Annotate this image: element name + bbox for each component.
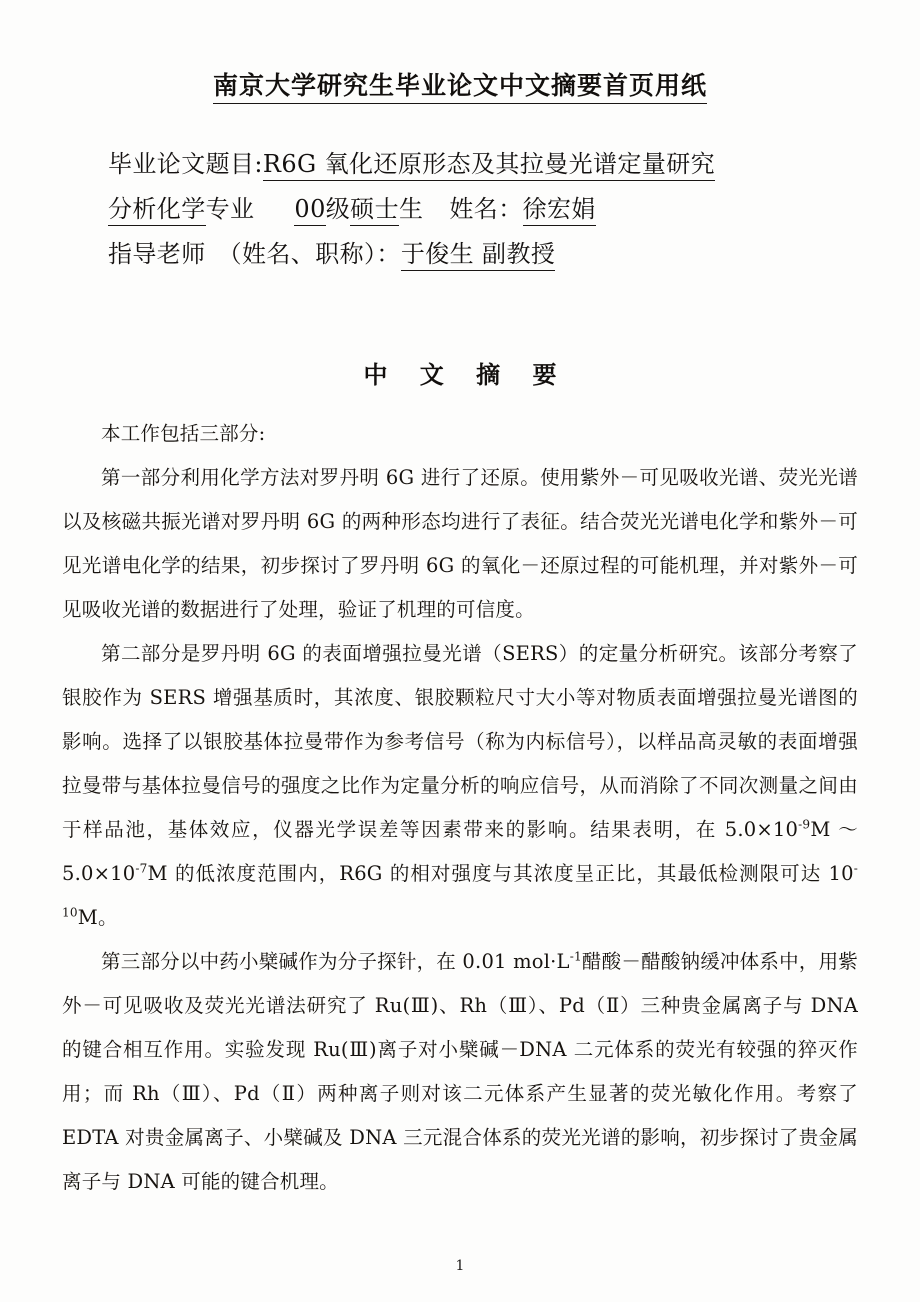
exponent-minus-ten: -10: [62, 861, 858, 920]
major-row: [108, 187, 860, 232]
student-name-value: 徐宏娟: [523, 195, 596, 226]
grade-suffix: 级: [325, 195, 351, 223]
paragraph-part-two-text-b: M ～ 5.0×10: [62, 818, 859, 885]
advisor-row: [108, 232, 860, 277]
paragraph-part-two: [62, 632, 858, 940]
degree-value: 硕士: [350, 195, 399, 226]
page-title: [0, 0, 920, 102]
paragraph-intro: 本工作包括三部分:: [101, 422, 266, 445]
paragraph-part-one: [62, 456, 858, 632]
paragraph-part-three-text-a: 第三部分以中药小檗碱作为分子探针，在 0.01 mol·L: [101, 950, 570, 973]
thesis-title-label: 毕业论文题目:: [108, 150, 263, 178]
thesis-metadata: [0, 142, 920, 277]
exponent-minus-one: -1: [569, 949, 582, 964]
page-number: 1: [455, 1258, 465, 1274]
grade-year-value: 00: [294, 195, 325, 226]
exponent-minus-nine: -9: [798, 817, 811, 832]
page-title-text: 南京大学研究生毕业论文中文摘要首页用纸: [213, 71, 707, 104]
paragraph-part-two-text-c: M 的低浓度范围内，R6G 的相对强度与其浓度呈正比，其最低检测限可达 10: [147, 862, 854, 885]
thesis-title-row: [108, 142, 860, 187]
advisor-label: 指导老师: [108, 240, 206, 268]
paragraph-part-two-text-a: 第二部分是罗丹明 6G 的表面增强拉曼光谱（SERS）的定量分析研究。该部分考察了银胶作为 SERS 增强基质时，其浓度、银胶颗粒尺寸大小等对物质表面增强拉曼光谱图的影响。选择了以银胶基体拉曼带作为参考信号（称为内标信号），以样品高灵敏的表面增强拉曼带与基体拉曼信号的强度之比作为定量分析的响应信号，从而消除了不同次测量之间由于样品池，基体效应，仪器光学误差等因素带来的影响。结果表明，在 5.0×10: [62, 642, 858, 841]
name-label: 姓名：: [449, 195, 523, 223]
advisor-value: 于俊生 副教授: [401, 240, 555, 271]
thesis-title-value: R6G 氧化还原形态及其拉曼光谱定量研究: [263, 150, 715, 181]
paragraph-part-two-text-d: M。: [77, 906, 118, 929]
paragraph-part-three-text-b: 醋酸－醋酸钠缓冲体系中，用紫外－可见吸收及荧光光谱法研究了 Ru(Ⅲ)、Rh（Ⅲ）、Pd（Ⅱ）三种贵金属离子与 DNA 的键合相互作用。实验发现 Ru(Ⅲ)离子对小檗碱－DNA 二元体系的荧光有较强的猝灭作用；而 Rh（Ⅲ）、Pd（Ⅱ）两种离子则对该二元体系产生显著的荧光敏化作用。考察了 EDTA 对贵金属离子、小檗碱及 DNA 三元混合体系的荧光光谱的影响，初步探讨了贵金属离子与 DNA 可能的键合机理。: [62, 950, 858, 1193]
advisor-paren-label: （姓名、职称）：: [217, 240, 401, 268]
abstract-body: [0, 412, 920, 1204]
paragraph-part-three: [62, 940, 858, 1204]
paragraph-part-one-text: 第一部分利用化学方法对罗丹明 6G 进行了还原。使用紫外－可见吸收光谱、荧光光谱以及核磁共振光谱对罗丹明 6G 的两种形态均进行了表征。结合荧光光谱电化学和紫外－可见光谱电化学的结果，初步探讨了罗丹明 6G 的氧化－还原过程的可能机理，并对紫外－可见吸收光谱的数据进行了处理，验证了机理的可信度。: [62, 466, 858, 621]
degree-suffix: 生: [398, 195, 424, 223]
major-suffix: 专业: [205, 195, 255, 223]
exponent-minus-seven: -7: [135, 861, 148, 876]
major-value: 分析化学: [108, 195, 206, 226]
section-heading-abstract: 中 文 摘 要: [363, 360, 569, 389]
